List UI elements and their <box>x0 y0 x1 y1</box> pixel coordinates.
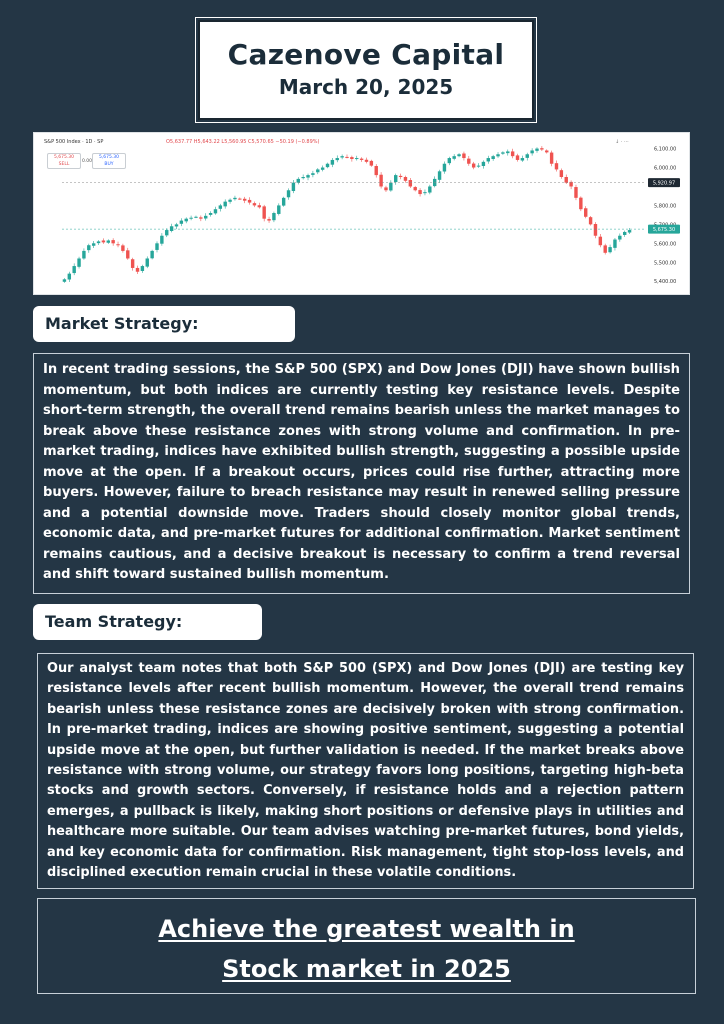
buy-label: BUY <box>104 162 114 167</box>
candle <box>63 278 66 283</box>
candle <box>545 149 548 153</box>
candle <box>204 213 207 220</box>
candle <box>496 152 499 158</box>
candle <box>404 176 407 183</box>
candle <box>550 151 553 167</box>
price-chart <box>33 132 690 295</box>
y-tick-label: 5,800.00 <box>654 203 677 210</box>
candle <box>477 163 480 168</box>
candle <box>467 156 470 166</box>
candle <box>87 244 90 253</box>
candle <box>258 203 261 209</box>
candle <box>77 257 80 269</box>
candle <box>272 212 275 222</box>
candle <box>589 216 592 225</box>
cta-line-2: Stock market in 2025 <box>222 955 511 983</box>
candle <box>277 203 280 215</box>
chart-canvas <box>34 133 691 296</box>
y-tick-label: 5,400.00 <box>654 279 677 286</box>
svg-text:5,920.97: 5,920.97 <box>652 180 676 187</box>
sell-button[interactable] <box>47 153 81 169</box>
candle <box>262 205 265 221</box>
candle <box>297 177 300 184</box>
candle <box>102 238 105 243</box>
candle <box>224 199 227 208</box>
candle <box>170 224 173 233</box>
candle <box>155 241 158 252</box>
last-price-tag <box>648 178 680 187</box>
candle <box>594 222 597 238</box>
candle <box>180 218 183 226</box>
cta-box <box>37 898 696 994</box>
candle <box>238 197 241 199</box>
candle <box>336 155 339 162</box>
candle <box>414 186 417 191</box>
candle <box>608 245 611 254</box>
page-date: March 20, 2025 <box>278 75 454 99</box>
candle <box>579 196 582 211</box>
candle <box>452 154 455 160</box>
candle <box>165 228 168 237</box>
candle <box>438 170 441 183</box>
candle <box>175 223 178 229</box>
candle <box>399 174 402 180</box>
candle <box>409 178 412 188</box>
candle <box>355 156 358 161</box>
candle <box>384 186 387 192</box>
market-strategy-label: Market Strategy: <box>33 306 295 342</box>
candle <box>68 272 71 282</box>
candle <box>97 240 100 245</box>
sell-price: 5,675.30 <box>53 155 75 160</box>
y-tick-label: 6,100.00 <box>654 146 677 153</box>
candle <box>345 154 348 158</box>
candle <box>394 174 397 185</box>
candle <box>126 248 129 260</box>
candle <box>365 158 368 164</box>
candle <box>287 188 290 199</box>
candle <box>350 156 353 162</box>
y-tick-label: 6,000.00 <box>654 165 677 172</box>
candle <box>301 175 304 180</box>
candle <box>136 266 139 274</box>
candle <box>253 201 256 207</box>
header-box <box>198 20 534 120</box>
candle <box>194 216 197 218</box>
cta-line-1: Achieve the greatest wealth in <box>158 915 575 943</box>
market-strategy-text: In recent trading sessions, the S&P 500 (SPX) and Dow Jones (DJI) have shown bullish momentum, but both indices are currently testing key resistance levels. Despite short-term strength, the overall trend remains bearish unless the market manages to break above these resistance zones with strong volume and confirmation. In pre-market trading, indices have exhibited bullish strength, suggesting a possible upside move at the open. If a breakout occurs, prices could rise further, attracting more buyers. However, failure to breach resistance may result in renewed selling pressure and a potential downside move. Traders should closely monitor global trends, economic data, and pre-market futures for additional confirmation. Market sentiment remains cautious, and a decisive breakout is necessary to confirm a trend reversal and shift toward sustained bullish momentum. <box>33 353 690 594</box>
candle <box>121 244 124 253</box>
candle <box>448 157 451 165</box>
candle <box>379 172 382 188</box>
candle <box>521 156 524 162</box>
svg-text:5,675.30: 5,675.30 <box>652 227 676 234</box>
candle <box>472 162 475 169</box>
candle <box>209 211 212 216</box>
candle <box>306 174 309 181</box>
candle <box>146 256 149 268</box>
candle <box>219 204 222 212</box>
team-strategy-text: Our analyst team notes that both S&P 500 (SPX) and Dow Jones (DJI) are testing key resistance levels after recent bullish momentum. However, the overall trend remains bearish unless these resistance zones are decisively broken with strong confirmation. In pre-market trading, indices are showing positive sentiment, suggesting a potential upside move at the open, but further validation is needed. If the market breaks above resistance with strong volume, our strategy favors long positions, targeting high-beta stocks and growth sectors. Conversely, if resistance holds and a rejection pattern emerges, a pullback is likely, making short positions or defensive plays in utilities and healthcare more suitable. Our team advises watching pre-market futures, bond yields, and key economic data for confirmation. Risk management, tight stop-loss levels, and disciplined execution remain crucial in these volatile conditions. <box>37 653 694 889</box>
candle <box>482 160 485 168</box>
candle <box>228 198 231 203</box>
chart-controls[interactable]: ↓ · ⋯ <box>615 139 629 145</box>
buy-button[interactable] <box>92 153 126 169</box>
chart-ohlc: O5,637.77 H5,643.22 L5,560.95 C5,570.65 −50.19 (−0.89%) <box>166 139 320 145</box>
candle <box>292 180 295 193</box>
candle <box>462 152 465 161</box>
candle <box>92 241 95 248</box>
current-price-tag <box>648 225 680 234</box>
candle <box>214 207 217 215</box>
candle <box>331 158 334 167</box>
candle <box>418 188 421 196</box>
candle <box>248 197 251 204</box>
candle <box>506 150 509 156</box>
candle <box>530 148 533 155</box>
candle <box>141 265 144 273</box>
candle <box>574 185 577 200</box>
candle <box>116 242 119 248</box>
candle <box>326 163 329 169</box>
team-strategy-label: Team Strategy: <box>33 604 262 640</box>
candle <box>555 161 558 172</box>
chart-topbar <box>44 139 679 149</box>
page-title: Cazenove Capital <box>227 38 505 71</box>
candle <box>185 217 188 223</box>
candle <box>618 233 621 241</box>
candle <box>613 238 616 251</box>
candle <box>428 185 431 194</box>
candle <box>360 157 363 162</box>
candle <box>282 197 285 207</box>
candle <box>433 176 436 187</box>
candle <box>599 234 602 247</box>
candle <box>604 244 607 255</box>
candle <box>199 215 202 221</box>
candle <box>107 239 110 244</box>
candle <box>160 233 163 246</box>
candle <box>569 180 572 189</box>
candle <box>72 263 75 275</box>
candle <box>457 153 460 157</box>
y-tick-label: 5,600.00 <box>654 241 677 248</box>
candle <box>131 258 134 271</box>
spread-value: 0.00 <box>82 159 93 164</box>
candle <box>370 160 373 167</box>
candle <box>267 217 270 223</box>
candle <box>316 168 319 174</box>
candle <box>584 206 587 218</box>
candle <box>321 165 324 171</box>
candle <box>516 154 519 162</box>
candle <box>375 164 378 177</box>
buy-price: 5,675.30 <box>98 155 120 160</box>
candle <box>111 238 114 246</box>
sell-label: SELL <box>58 162 70 167</box>
candle <box>443 161 446 173</box>
candle <box>389 180 392 192</box>
y-tick-label: 5,500.00 <box>654 260 677 267</box>
candle <box>189 216 192 221</box>
candle <box>233 196 236 201</box>
candle <box>501 151 504 155</box>
candle <box>423 190 426 196</box>
candle <box>487 156 490 164</box>
candle <box>560 168 563 178</box>
candle <box>491 155 494 161</box>
candle <box>150 250 153 260</box>
candle <box>623 231 626 237</box>
candle <box>82 248 85 259</box>
candle <box>243 197 246 203</box>
candle <box>526 153 529 161</box>
chart-symbol: S&P 500 Index · 1D · SP <box>44 139 104 145</box>
candle <box>311 171 314 177</box>
candle <box>511 149 514 158</box>
candle <box>340 154 343 159</box>
